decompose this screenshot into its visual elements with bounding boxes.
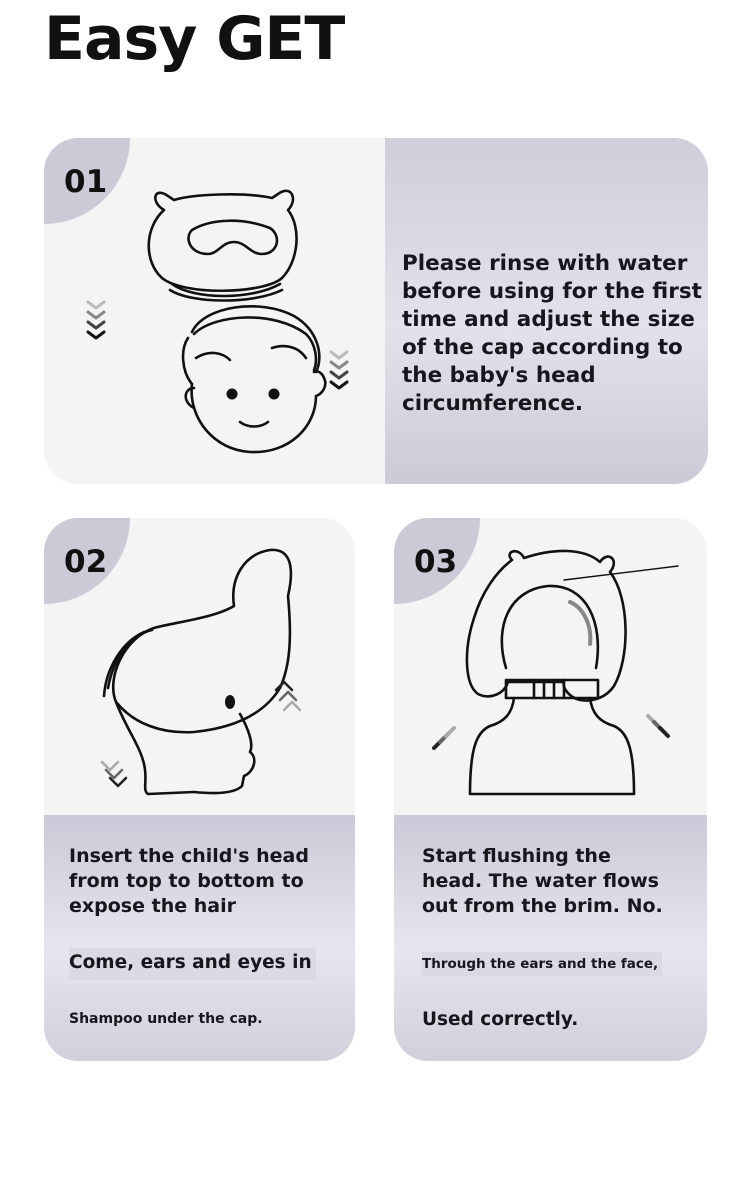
page-title: Easy GET <box>44 4 345 74</box>
step-01-text: Please rinse with water before using for the first time and adjust the size of the cap according to the baby's head circumference. <box>402 251 702 416</box>
step-03-line1: Start flushing the head. The water flows out from the brim. No. <box>422 845 663 917</box>
step-card-01 <box>44 138 708 484</box>
shower-cap-icon <box>394 518 707 815</box>
baby-head-icon <box>44 518 355 815</box>
step-02-line1: Insert the child's head from top to bottom to expose the hair <box>69 845 309 917</box>
step-03-line2: Through the ears and the face, <box>422 952 662 976</box>
step-03-line3: Used correctly. <box>422 1009 579 1030</box>
step-02-line2: Come, ears and eyes in <box>69 948 316 980</box>
shower-cap-icon <box>84 138 344 468</box>
step-number: 02 <box>64 544 108 580</box>
step-02-line3: Shampoo under the cap. <box>69 1011 263 1027</box>
step-card-03 <box>394 518 707 1061</box>
arrow-down-icon <box>86 298 106 348</box>
step-card-02 <box>44 518 355 1061</box>
step-number: 01 <box>64 164 108 200</box>
step-number: 03 <box>414 544 458 580</box>
arrow-down-icon <box>329 348 349 398</box>
